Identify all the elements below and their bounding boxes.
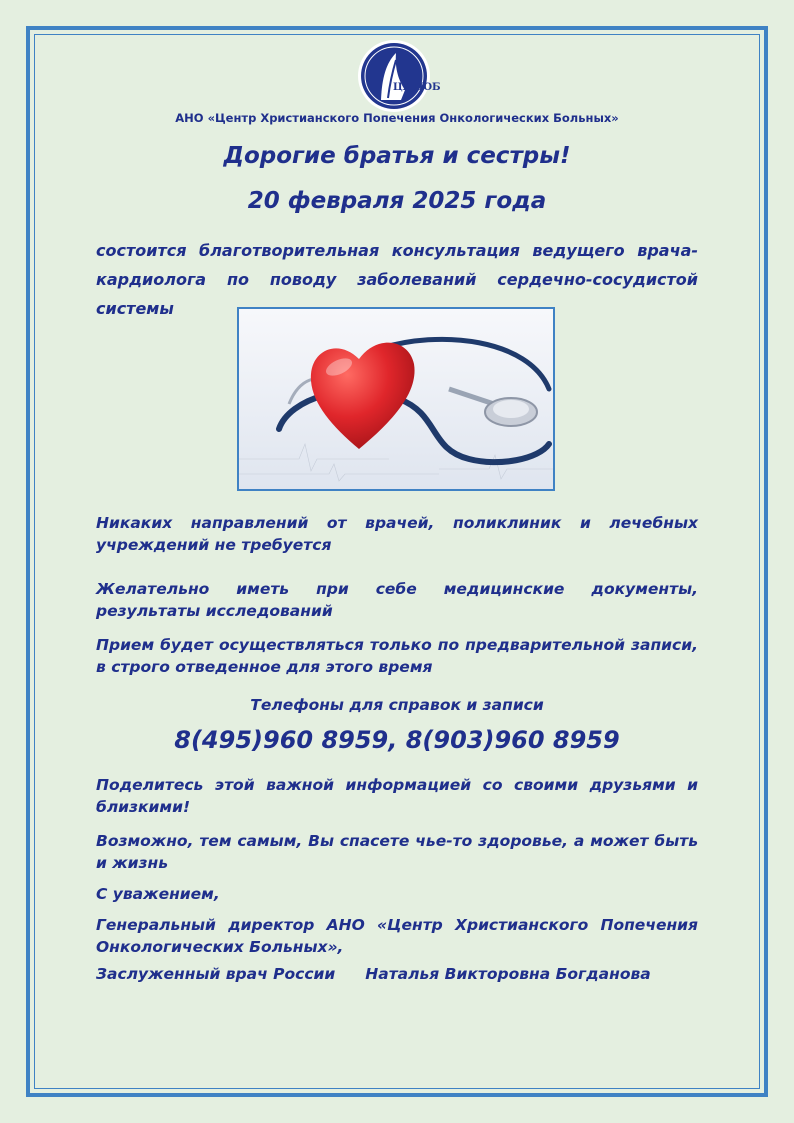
phone-numbers: 8(495)960 8959, 8(903)960 8959 xyxy=(174,726,620,754)
documents-note: Желательно иметь при себе медицинские документы, результаты исследований xyxy=(96,580,698,620)
signatory-position: Генеральный директор АНО «Центр Христианского Попечения Онкологических Больных», xyxy=(96,916,698,956)
logo-letters: ЦХ ПОБ xyxy=(393,82,441,93)
regards-text: С уважением, xyxy=(96,885,220,903)
no-referral-note: Никаких направлений от врачей, поликлиник и лечебных учреждений не требуется xyxy=(96,514,698,554)
heart-stethoscope-illustration xyxy=(239,309,553,489)
heart-stethoscope-photo xyxy=(237,307,555,491)
signatory-name: Наталья Викторовна Богданова xyxy=(365,965,651,983)
organization-name: АНО «Центр Христианского Попечения Онкологических Больных» xyxy=(175,111,619,125)
share-request: Поделитесь этой важной информацией со своими друзьями и близкими! xyxy=(96,776,698,816)
event-date: 20 февраля 2025 года xyxy=(247,188,547,214)
save-life-note: Возможно, тем самым, Вы спасете чье-то здоровье, а может быть и жизнь xyxy=(96,832,698,872)
event-description-line-1: состоится благотворительная консультация ведущего врача- xyxy=(96,241,698,260)
phones-label: Телефоны для справок и записи xyxy=(250,696,544,714)
event-description-line-2: кардиолога по поводу заболеваний сердечно-сосудистой системы xyxy=(96,270,698,318)
signatory-title: Заслуженный врач России xyxy=(96,965,336,983)
greeting-heading: Дорогие братья и сестры! xyxy=(223,143,571,169)
signatory-line xyxy=(96,965,698,983)
organization-logo xyxy=(356,38,441,114)
appointment-note: Прием будет осуществляться только по предварительной записи, в строго отведенное для этого время xyxy=(96,636,698,676)
